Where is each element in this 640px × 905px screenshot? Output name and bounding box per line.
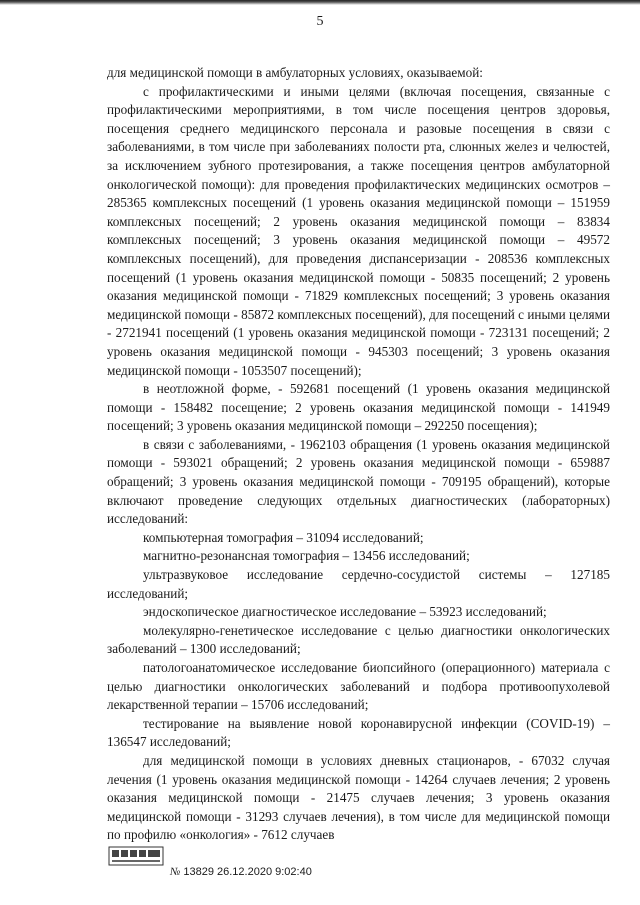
list-item-pathology: патологоанатомическое исследование биопсийного (операционного) материала с целью диагностики онкологических заболеваний и подбора противоопухолевой лекарственной терапии – 15706 исследований; <box>107 660 610 713</box>
list-item-covid: тестирование на выявление новой коронавирусной инфекции (COVID-19) – 136547 исследований; <box>107 715 610 750</box>
registration-stamp <box>170 866 312 878</box>
number-sign: № <box>170 866 181 878</box>
registry-stamp-logo <box>108 846 164 866</box>
registration-number-date: 13829 26.12.2020 9:02:40 <box>183 866 312 878</box>
paragraph-urgent: в неотложной форме, - 592681 посещений (1 уровень оказания медицинской помощи - 158482 посещение; 2 уровень оказания медицинской помощи - 141949 посещений; 3 уровень оказания медицинской помощи – 292250 посещения); <box>107 381 610 434</box>
scan-top-edge <box>0 0 640 5</box>
list-item-endoscopy: эндоскопическое диагностическое исследование – 53923 исследований; <box>143 604 547 620</box>
list-item-ultrasound: ультразвуковое исследование сердечно-сосудистой системы – 127185 исследований; <box>107 567 610 601</box>
list-item-molecular: молекулярно-генетическое исследование с целью диагностики онкологических заболеваний – 1300 исследований; <box>107 622 610 657</box>
page-number: 5 <box>316 14 324 29</box>
document-body <box>107 64 610 845</box>
list-item-mri: магнитно-резонансная томография – 13456 исследований; <box>143 548 470 564</box>
list-item-ct: компьютерная томография – 31094 исследований; <box>143 529 424 545</box>
paragraph-profilactic: с профилактическими и иными целями (включая посещения, связанные с профилактическими мероприятиями, в том числе посещения центров здоровья, посещения среднего медицинского персонала и разовые посещения в связи с заболеваниями, в том числе при заболеваниях полости рта, слюнных желез и челюстей, за исключением зубного протезирования, а также посещения центров амбулаторной онкологической помощи): для проведения профилактических медицинских осмотров – 285365 комплексных посещений (1 уровень оказания медицинской помощи – 151959 комплексных посещений; 2 уровень оказания медицинской помощи – 83834 комплексных посещений; 3 уровень оказания медицинской помощи – 49572 комплексных посещений), для проведения диспансеризации - 208536 комплексных посещений (1 уровень оказания медицинской помощи - 50835 посещений; 2 уровень оказания медицинской помощи - 71829 комплексных посещений; 3 уровень оказания медицинской помощи - 85872 комплексных посещений), для посещений с иными целями - 2721941 посещений (1 уровень оказания медицинской помощи - 723131 посещений; 2 уровень оказания медицинской помощи - 945303 посещений; 3 уровень оказания медицинской помощи - 1053507 посещений); <box>107 83 610 378</box>
paragraph-intro: для медицинской помощи в амбулаторных условиях, оказываемой: <box>107 65 483 80</box>
paragraph-diseases: в связи с заболеваниями, - 1962103 обращения (1 уровень оказания медицинской помощи - 593021 обращений; 2 уровень оказания медицинской помощи - 659887 обращений; 3 уровень оказания медицинской помощи - 709195 обращений), которые включают проведение следующих отдельных диагностических (лабораторных) исследований: <box>107 436 610 527</box>
paragraph-day-hospital: для медицинской помощи в условиях дневных стационаров, - 67032 случая лечения (1 уровень оказания медицинской помощи - 14264 случаев лечения; 2 уровень оказания медицинской помощи - 21475 случаев лечения; 3 уровень оказания медицинской помощи - 31293 случаев лечения), в том числе для медицинской помощи по профилю «онкология» - 7612 случаев <box>107 752 610 843</box>
